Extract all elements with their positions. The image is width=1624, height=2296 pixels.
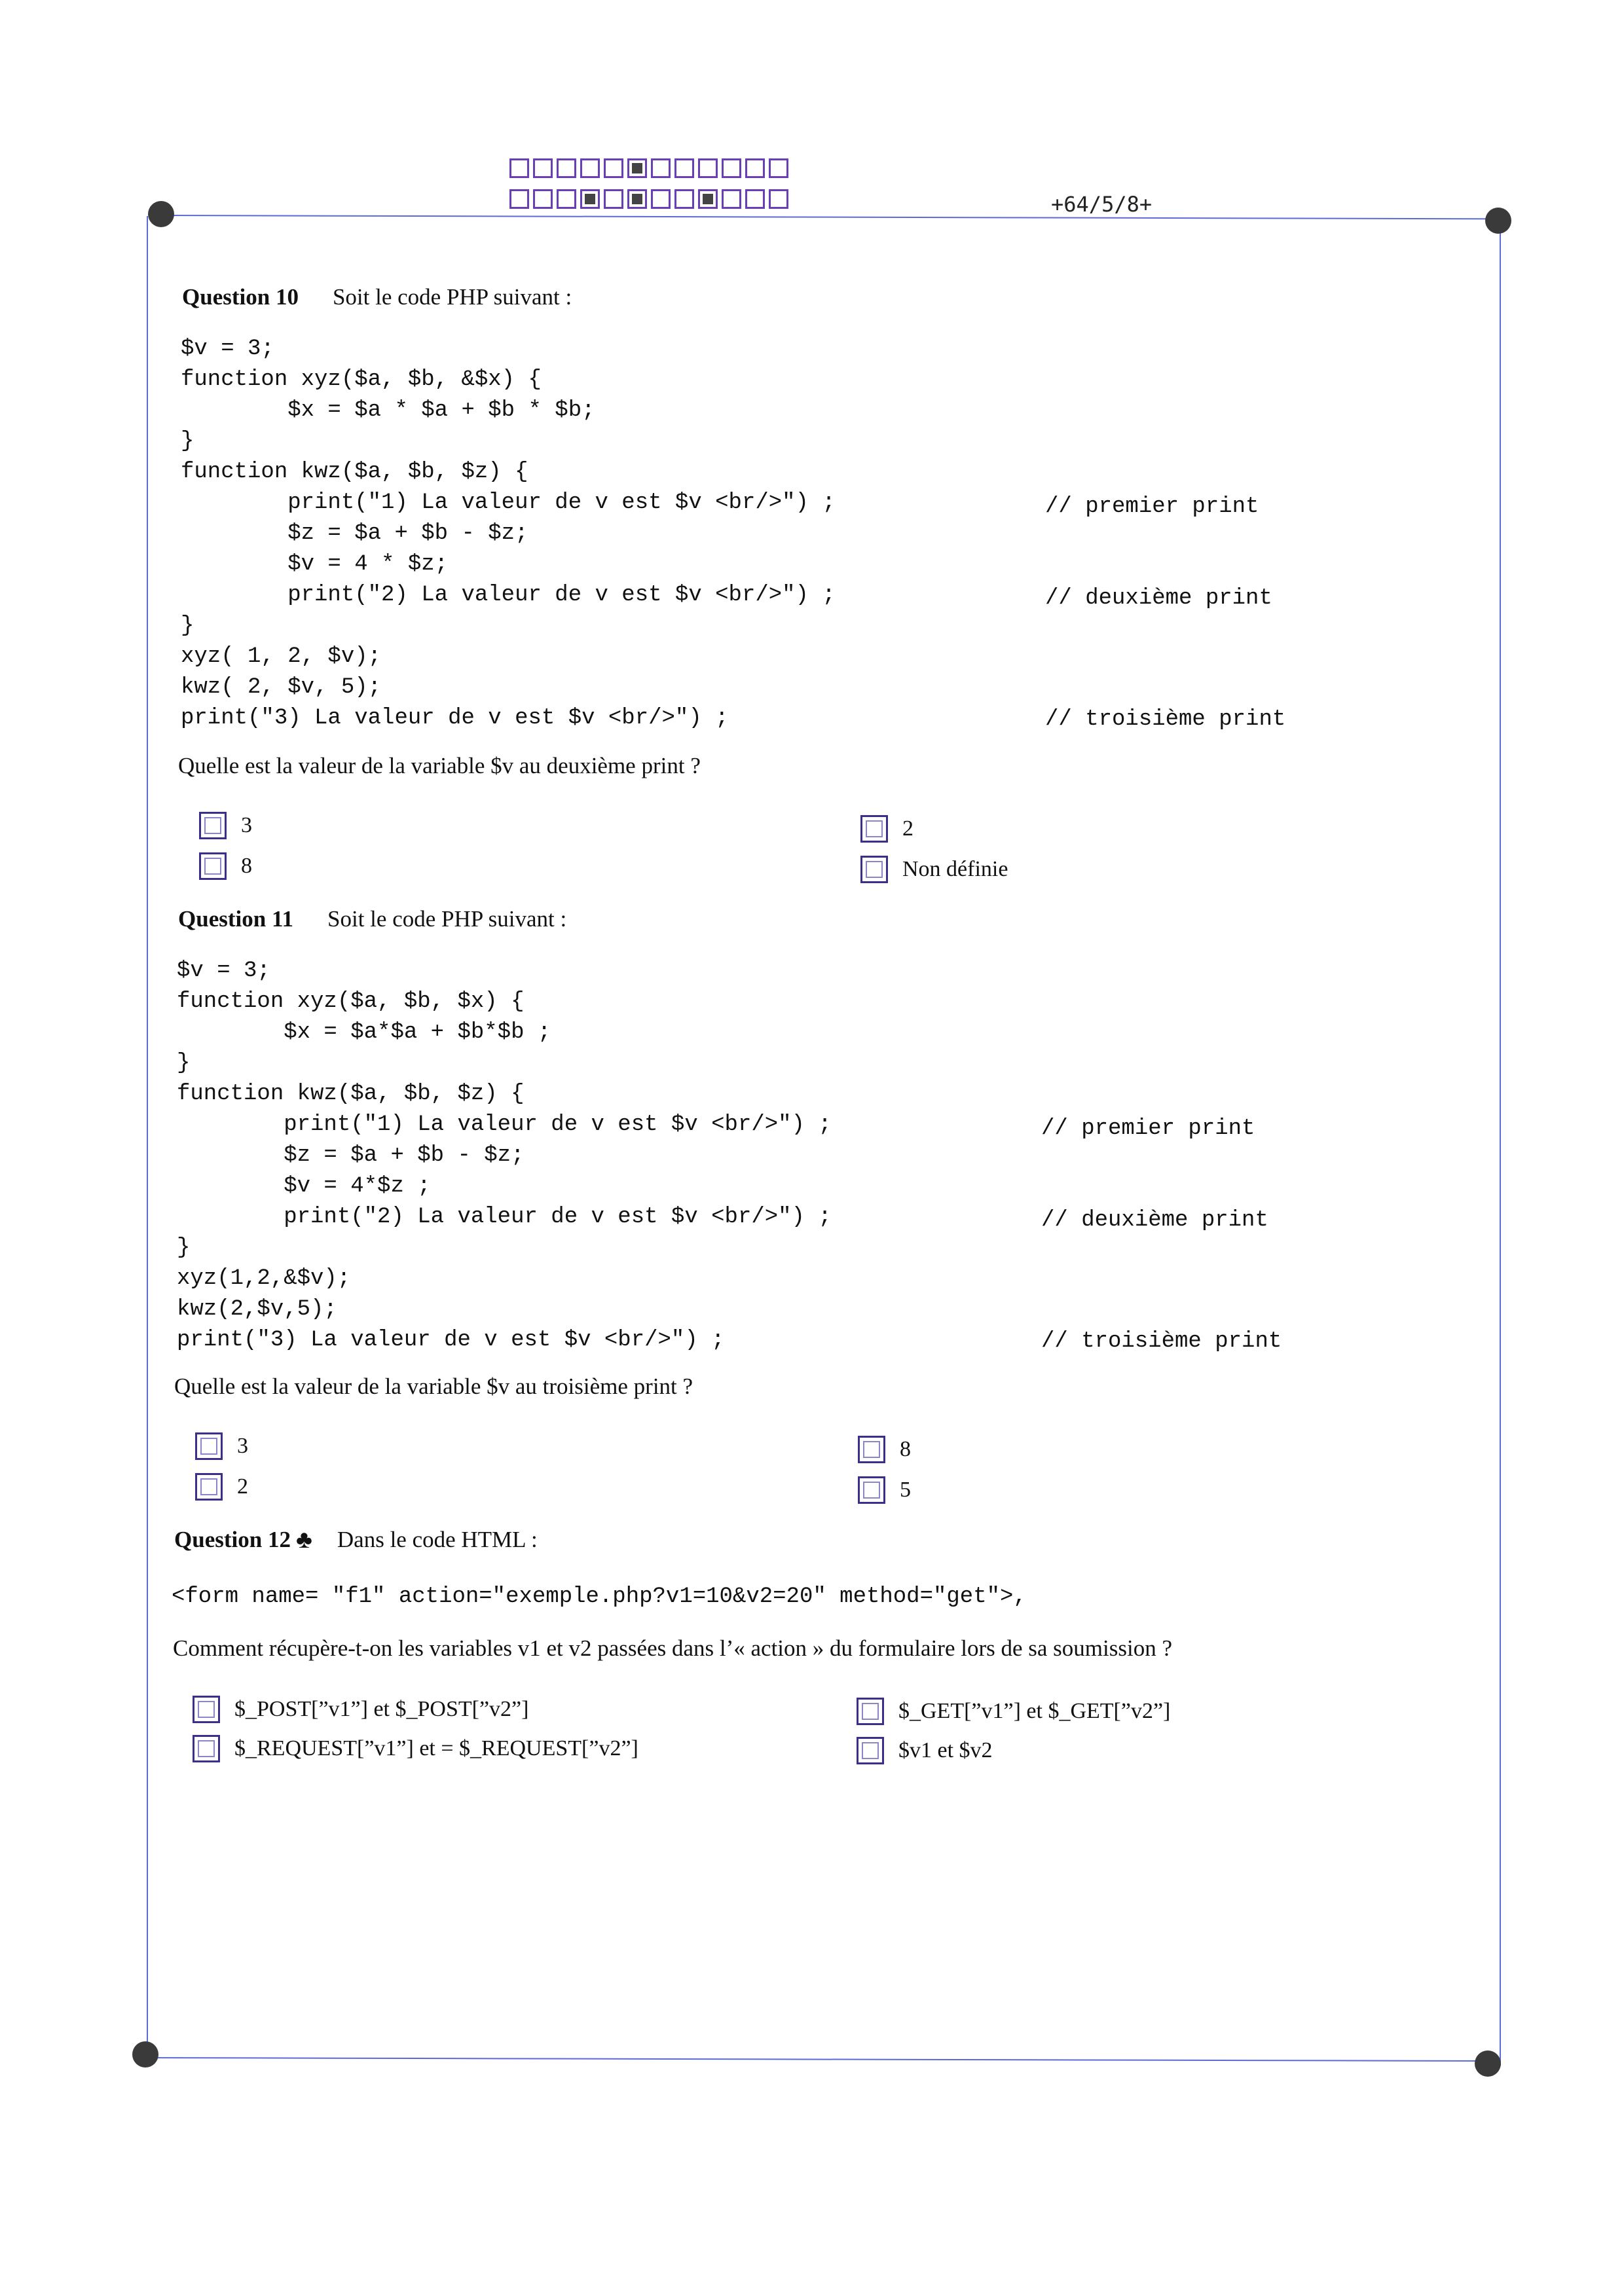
answer-checkbox[interactable]	[860, 856, 888, 883]
question-10-header	[182, 284, 572, 310]
page-code: +64/5/8+	[1051, 192, 1153, 217]
id-grid-row-1	[509, 158, 792, 178]
comment-third-print: // troisième print	[1045, 707, 1286, 732]
code-line: }	[181, 429, 194, 454]
code-line: $v = 4*$z ;	[177, 1174, 431, 1199]
id-grid-cell	[722, 189, 741, 209]
comment-second-print: // deuxième print	[1041, 1208, 1268, 1233]
code-line: $v = 3;	[177, 958, 270, 983]
code-block-q10	[181, 334, 836, 734]
code-line: $z = $a + $b - $z;	[181, 521, 528, 546]
frame-right	[1500, 223, 1501, 2066]
comment-first-print: // premier print	[1045, 494, 1259, 519]
id-grid-cell	[674, 189, 694, 209]
question-number: Question 11	[178, 906, 294, 932]
id-grid-cell	[769, 189, 788, 209]
question-intro: Dans le code HTML :	[337, 1527, 538, 1552]
answer-checkbox[interactable]	[199, 852, 227, 880]
answer-option[interactable]	[199, 812, 252, 839]
answer-checkbox[interactable]	[199, 812, 227, 839]
question-intro: Soit le code PHP suivant :	[332, 284, 572, 310]
id-grid-cell	[580, 158, 600, 178]
id-grid-cell	[769, 158, 788, 178]
question-text: Comment récupère-t-on les variables v1 et v2 passées dans l’« action » du formulaire lors de sa soumission ?	[173, 1635, 1172, 1661]
corner-mark-top-left	[148, 201, 174, 227]
id-grid-cell	[604, 158, 623, 178]
question-number: Question 12	[174, 1527, 291, 1552]
id-grid-cell	[509, 158, 529, 178]
corner-mark-bottom-right	[1475, 2050, 1501, 2077]
answer-checkbox[interactable]	[193, 1696, 220, 1723]
answer-checkbox[interactable]	[858, 1476, 885, 1504]
code-line: print("1) La valeur de v est $v <br/>") ;	[177, 1112, 832, 1137]
comment-first-print: // premier print	[1041, 1116, 1255, 1141]
id-grid-cell	[745, 158, 765, 178]
comment-second-print: // deuxième print	[1045, 586, 1272, 611]
answer-label: 8	[241, 854, 252, 878]
answer-option[interactable]	[195, 1473, 248, 1501]
code-line: $x = $a*$a + $b*$b ;	[177, 1020, 551, 1045]
code-line: }	[177, 1051, 191, 1076]
id-grid-cell	[722, 158, 741, 178]
answer-label: 2	[902, 816, 913, 841]
answer-checkbox[interactable]	[858, 1436, 885, 1463]
code-line: }	[177, 1235, 191, 1260]
id-grid-cell	[627, 158, 647, 178]
answer-label: $_REQUEST[”v1”] et = $_REQUEST[”v2”]	[234, 1736, 638, 1760]
id-grid-cell	[651, 158, 671, 178]
code-line: function kwz($a, $b, $z) {	[181, 460, 528, 484]
answer-label: 5	[900, 1478, 911, 1502]
question-number: Question 10	[182, 284, 299, 310]
code-line: print("3) La valeur de v est $v <br/>") ;	[181, 706, 729, 731]
code-line: xyz( 1, 2, $v);	[181, 644, 382, 669]
id-grid-cell	[627, 189, 647, 209]
code-line: xyz(1,2,&$v);	[177, 1266, 351, 1291]
code-line: print("3) La valeur de v est $v <br/>") ;	[177, 1328, 725, 1353]
corner-mark-bottom-left	[132, 2041, 158, 2068]
question-11-header	[178, 906, 566, 932]
id-grid-cell	[533, 158, 553, 178]
code-line: $x = $a * $a + $b * $b;	[181, 398, 595, 423]
answer-checkbox[interactable]	[195, 1473, 223, 1501]
answer-option[interactable]	[199, 852, 252, 880]
answer-checkbox[interactable]	[860, 815, 888, 843]
answer-option[interactable]	[195, 1432, 248, 1460]
code-line: print("2) La valeur de v est $v <br/>") ;	[177, 1205, 832, 1230]
id-grid-cell	[651, 189, 671, 209]
question-12-header	[174, 1525, 538, 1554]
question-text: Quelle est la valeur de la variable $v au deuxième print ?	[178, 753, 701, 778]
answer-checkbox[interactable]	[195, 1432, 223, 1460]
code-line: $v = 4 * $z;	[181, 552, 449, 577]
id-grid-cell	[509, 189, 529, 209]
frame-top	[160, 215, 1503, 219]
answer-option[interactable]	[193, 1696, 528, 1723]
code-line: kwz( 2, $v, 5);	[181, 675, 382, 700]
answer-label: $_GET[”v1”] et $_GET[”v2”]	[898, 1699, 1171, 1723]
id-grid-cell	[698, 158, 718, 178]
corner-mark-top-right	[1485, 208, 1511, 234]
id-grid-cell	[557, 189, 576, 209]
id-grid-cell	[557, 158, 576, 178]
code-line: function xyz($a, $b, &$x) {	[181, 367, 542, 392]
id-grid-cell	[604, 189, 623, 209]
answer-option[interactable]	[858, 1476, 911, 1504]
html-form-code: <form name= "f1" action="exemple.php?v1=10&v2=20" method="get">,	[172, 1584, 1027, 1609]
frame-bottom	[145, 2057, 1489, 2062]
answer-checkbox[interactable]	[193, 1735, 220, 1762]
answer-option[interactable]	[860, 815, 913, 843]
id-grid-cell	[580, 189, 600, 209]
id-grid-cell	[698, 189, 718, 209]
answer-label: 8	[900, 1437, 911, 1461]
id-grid-cell	[745, 189, 765, 209]
question-intro: Soit le code PHP suivant :	[327, 906, 567, 932]
answer-label: Non définie	[902, 857, 1008, 881]
answer-option[interactable]	[858, 1436, 911, 1463]
code-block-q11	[177, 956, 832, 1356]
answer-label: $v1 et $v2	[898, 1738, 993, 1762]
answer-checkbox[interactable]	[857, 1737, 884, 1764]
id-grid-row-2	[509, 189, 792, 209]
answer-option[interactable]	[857, 1698, 1170, 1725]
question-text: Quelle est la valeur de la variable $v au troisième print ?	[174, 1374, 693, 1399]
code-line: $v = 3;	[181, 337, 274, 361]
answer-checkbox[interactable]	[857, 1698, 884, 1725]
answer-label: $_POST[”v1”] et $_POST[”v2”]	[234, 1697, 529, 1721]
code-line: print("2) La valeur de v est $v <br/>") ;	[181, 583, 836, 608]
comment-third-print: // troisième print	[1041, 1329, 1282, 1354]
id-grid-cell	[674, 158, 694, 178]
answer-label: 3	[241, 813, 252, 837]
code-line: }	[181, 613, 194, 638]
code-line: function kwz($a, $b, $z) {	[177, 1082, 525, 1106]
club-icon: ♣	[295, 1526, 312, 1554]
id-grid-cell	[533, 189, 553, 209]
code-line: kwz(2,$v,5);	[177, 1297, 337, 1322]
answer-option[interactable]	[857, 1737, 993, 1764]
answer-label: 2	[237, 1474, 248, 1499]
code-line: function xyz($a, $b, $x) {	[177, 989, 525, 1014]
code-line: $z = $a + $b - $z;	[177, 1143, 525, 1168]
answer-label: 3	[237, 1434, 248, 1458]
code-line: print("1) La valeur de v est $v <br/>") ;	[181, 490, 836, 515]
answer-option[interactable]	[860, 856, 1008, 883]
answer-option[interactable]	[193, 1735, 638, 1762]
frame-left	[147, 216, 148, 2056]
